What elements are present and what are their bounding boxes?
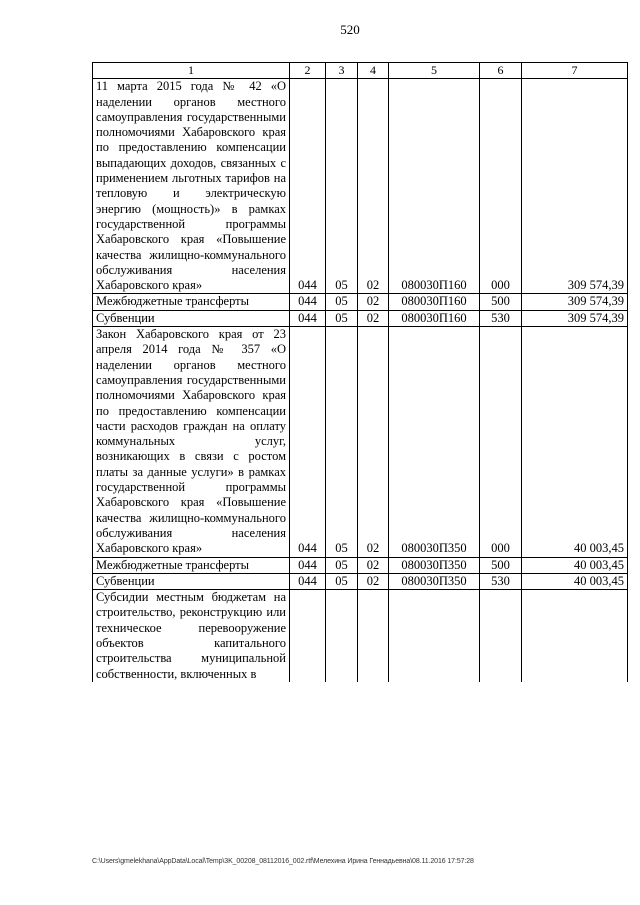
- row-description: Субвенции: [93, 573, 290, 589]
- header-cell: 5: [389, 63, 480, 79]
- row-description: Межбюджетные трансферты: [93, 294, 290, 310]
- expense-type-cell: 530: [480, 573, 522, 589]
- file-path-footer: C:\Users\gmelekhana\AppData\Local\Temp\3K_00208_08112016_002.rtf\Мелехина Ирина Геннадьевна\08.11.2016 17:57:28: [92, 858, 474, 865]
- target-article-cell: 080030П160: [389, 79, 480, 294]
- amount-cell: 309 574,39: [522, 294, 628, 310]
- header-cell: 1: [93, 63, 290, 79]
- expense-type-cell: 000: [480, 79, 522, 294]
- amount-cell: 40 003,45: [522, 327, 628, 557]
- ministry-code-cell: 044: [290, 79, 326, 294]
- target-article-cell: 080030П350: [389, 573, 480, 589]
- amount-cell: 309 574,39: [522, 79, 628, 294]
- amount-cell: 40 003,45: [522, 573, 628, 589]
- amount-cell: 309 574,39: [522, 310, 628, 326]
- section-code-cell: 05: [326, 573, 358, 589]
- subsection-code-cell: 02: [358, 557, 389, 573]
- table-row: [93, 294, 628, 310]
- page-number: 520: [340, 22, 360, 37]
- section-code-cell: 05: [326, 327, 358, 557]
- target-article-cell: 080030П350: [389, 327, 480, 557]
- row-description: Субвенции: [93, 310, 290, 326]
- row-description: 11 марта 2015 года № 42 «О наделении органов местного самоуправления государственными полномочиями Хабаровского края по предоставлению компенсации выпадающих доходов, связанных с применением льготных тарифов на тепловую и электрическую энергию (мощность)» в рамках государственной программы Хабаровского края «Повышение качества жилищно-коммунального обслуживания населения Хабаровского края»: [93, 79, 290, 294]
- row-description: Субсидии местным бюджетам на строительство, реконструкцию или техническое перевооружение объектов капитального строительства муниципальной собственности, включенных в: [93, 590, 290, 682]
- target-article-cell: 080030П350: [389, 557, 480, 573]
- target-article-cell: 080030П160: [389, 294, 480, 310]
- row-description: Межбюджетные трансферты: [93, 557, 290, 573]
- header-cell: 4: [358, 63, 389, 79]
- amount-cell: [522, 590, 628, 682]
- header-cell: 6: [480, 63, 522, 79]
- expense-type-cell: 500: [480, 294, 522, 310]
- header-cell: 3: [326, 63, 358, 79]
- ministry-code-cell: 044: [290, 573, 326, 589]
- subsection-code-cell: 02: [358, 573, 389, 589]
- section-code-cell: 05: [326, 310, 358, 326]
- header-cell: 7: [522, 63, 628, 79]
- target-article-cell: [389, 590, 480, 682]
- ministry-code-cell: [290, 590, 326, 682]
- target-article-cell: 080030П160: [389, 310, 480, 326]
- subsection-code-cell: 02: [358, 294, 389, 310]
- subsection-code-cell: 02: [358, 310, 389, 326]
- ministry-code-cell: 044: [290, 557, 326, 573]
- section-code-cell: 05: [326, 79, 358, 294]
- table-row: [93, 590, 628, 682]
- table-header-row: [93, 63, 628, 79]
- row-description: Закон Хабаровского края от 23 апреля 2014 года № 357 «О наделении органов местного самоуправления государственными полномочиями Хабаровского края по предоставлению компенсации части расходов граждан на оплату коммунальных услуг, возникающих в связи с ростом платы за данные услуги» в рамках государственной программы Хабаровского края «Повышение качества жилищно-коммунального обслуживания населения Хабаровского края»: [93, 327, 290, 557]
- section-code-cell: 05: [326, 294, 358, 310]
- table-row: [93, 310, 628, 326]
- section-code-cell: [326, 590, 358, 682]
- header-cell: 2: [290, 63, 326, 79]
- subsection-code-cell: 02: [358, 79, 389, 294]
- ministry-code-cell: 044: [290, 294, 326, 310]
- expense-type-cell: 530: [480, 310, 522, 326]
- expense-type-cell: [480, 590, 522, 682]
- table-row: [93, 573, 628, 589]
- expense-type-cell: 500: [480, 557, 522, 573]
- amount-cell: 40 003,45: [522, 557, 628, 573]
- table-row: [93, 327, 628, 557]
- subsection-code-cell: 02: [358, 327, 389, 557]
- section-code-cell: 05: [326, 557, 358, 573]
- ministry-code-cell: 044: [290, 310, 326, 326]
- expense-type-cell: 000: [480, 327, 522, 557]
- subsection-code-cell: [358, 590, 389, 682]
- budget-table: [92, 62, 628, 682]
- ministry-code-cell: 044: [290, 327, 326, 557]
- table-row: [93, 557, 628, 573]
- table-row: [93, 79, 628, 294]
